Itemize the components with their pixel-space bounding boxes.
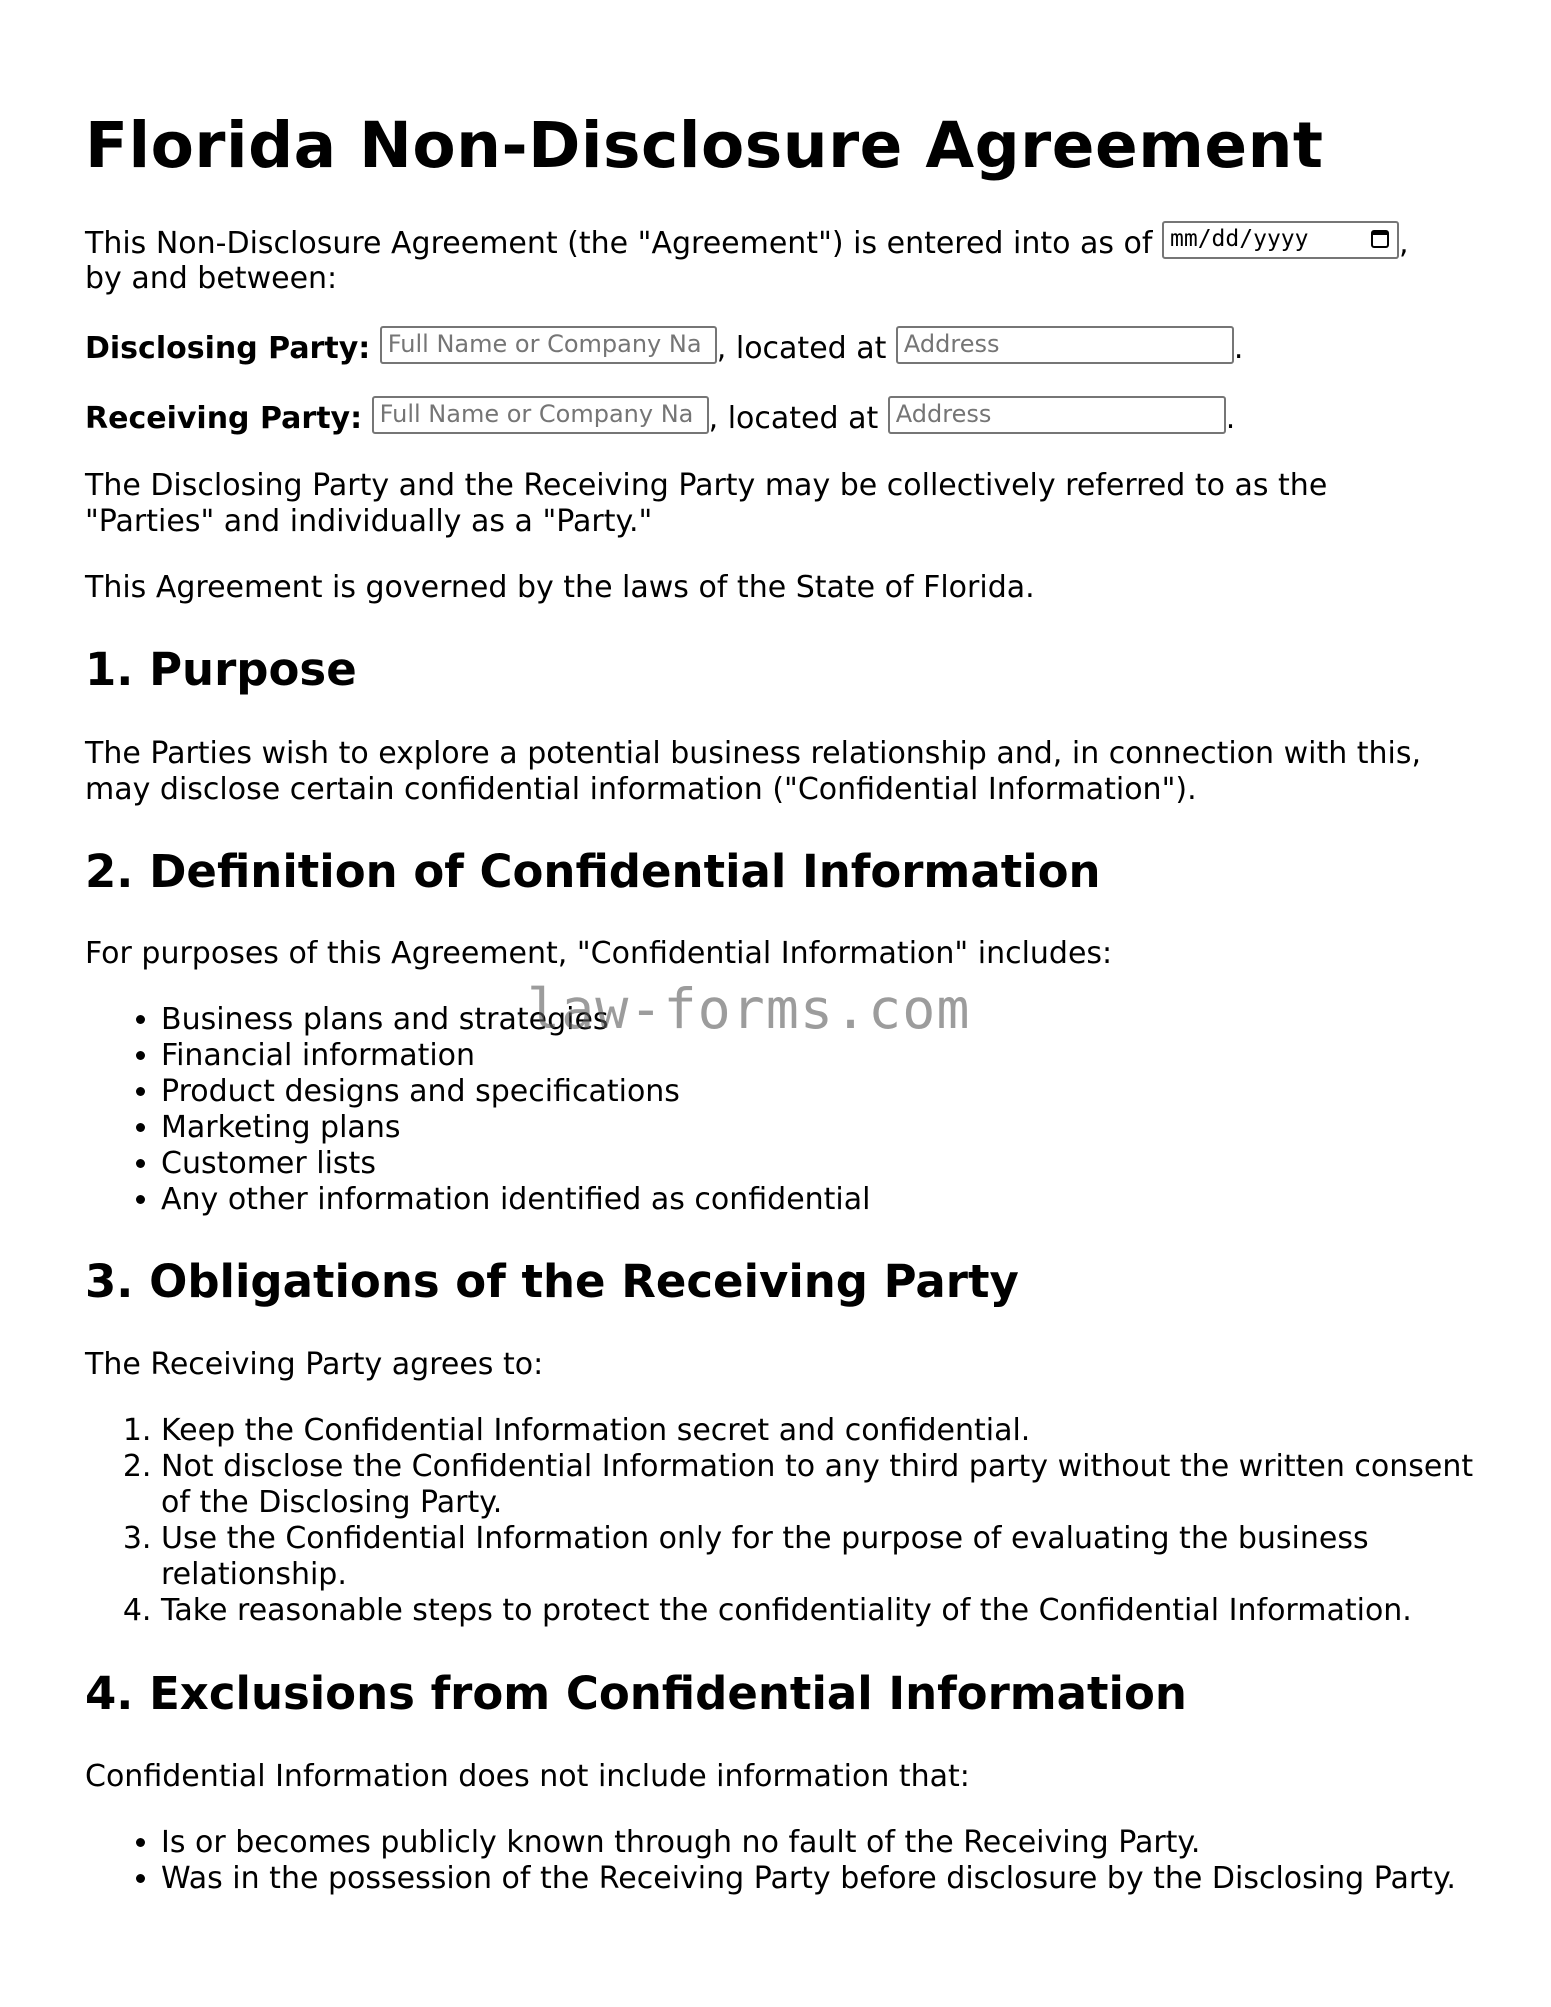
located-at-text: , located at	[716, 331, 896, 366]
located-at-text: , located at	[708, 401, 888, 436]
disclosing-party-address-input[interactable]: Address	[896, 326, 1234, 364]
list-item: • Financial information	[161, 1038, 870, 1074]
disclosing-party-label: Disclosing Party:	[85, 331, 371, 366]
receiving-party-address-input[interactable]: Address	[888, 396, 1226, 434]
list-item: • Marketing plans	[161, 1110, 870, 1146]
governed-paragraph: This Agreement is governed by the laws of the State of Florida.	[85, 570, 1035, 605]
list-item: • Is or becomes publicly known through no fault of the Receiving Party.	[161, 1825, 1551, 1861]
intro-line-1	[85, 221, 1409, 262]
intro-comma: ,	[1399, 226, 1409, 261]
exclusions-paragraph: Confidential Information does not include information that:	[85, 1759, 970, 1794]
list-item: 4. Take reasonable steps to protect the confidentiality of the Confidential Information.	[161, 1593, 1485, 1629]
period: .	[1233, 331, 1244, 366]
list-item: • Was in the possession of the Receiving Party before disclosure by the Disclosing Party.	[161, 1861, 1551, 1897]
section-heading-definition: 2. Definition of Confidential Information	[85, 845, 1101, 898]
date-placeholder: mm/dd/yyyy	[1170, 226, 1309, 252]
receiving-party-label: Receiving Party:	[85, 401, 363, 436]
list-item: • Product designs and specifications	[161, 1074, 870, 1110]
list-item: 2. Not disclose the Confidential Information to any third party without the written consent of the Disclosing Party.	[161, 1449, 1485, 1521]
receiving-party-name-input[interactable]: Full Name or Company Na	[372, 396, 709, 434]
list-item: 1. Keep the Confidential Information secret and confidential.	[161, 1413, 1485, 1449]
obligations-list	[85, 1413, 1485, 1629]
section-heading-exclusions: 4. Exclusions from Confidential Information	[85, 1667, 1187, 1720]
list-item: • Any other information identified as confidential	[161, 1182, 870, 1218]
calendar-icon[interactable]	[1371, 230, 1389, 248]
disclosing-party-name-input[interactable]: Full Name or Company Na	[380, 326, 717, 364]
disclosing-party-line	[85, 326, 1243, 367]
agreement-date-input[interactable]	[1162, 221, 1399, 259]
definition-paragraph: For purposes of this Agreement, "Confidential Information" includes:	[85, 936, 1113, 971]
parties-paragraph: The Disclosing Party and the Receiving Party may be collectively referred to as the "Parties" and individually as a "Party."	[85, 468, 1328, 539]
intro-line-2: by and between:	[85, 261, 338, 296]
exclusions-list	[85, 1825, 1551, 1897]
list-item: 3. Use the Confidential Information only for the purpose of evaluating the business relationship.	[161, 1521, 1485, 1593]
list-item: • Business plans and strategies	[161, 1002, 870, 1038]
section-heading-obligations: 3. Obligations of the Receiving Party	[85, 1255, 1019, 1308]
section-heading-purpose: 1. Purpose	[85, 643, 357, 696]
list-item: • Customer lists	[161, 1146, 870, 1182]
document-title: Florida Non-Disclosure Agreement	[85, 109, 1324, 182]
period: .	[1225, 401, 1236, 436]
watermark: law-forms.com	[527, 977, 971, 1041]
receiving-party-line	[85, 396, 1235, 437]
obligations-paragraph: The Receiving Party agrees to:	[85, 1347, 544, 1382]
purpose-paragraph: The Parties wish to explore a potential business relationship and, in connection with this, may disclose certain confidential information ("Confidential Information").	[85, 736, 1422, 807]
intro-text: This Non-Disclosure Agreement (the "Agreement") is entered into as of	[85, 226, 1163, 261]
